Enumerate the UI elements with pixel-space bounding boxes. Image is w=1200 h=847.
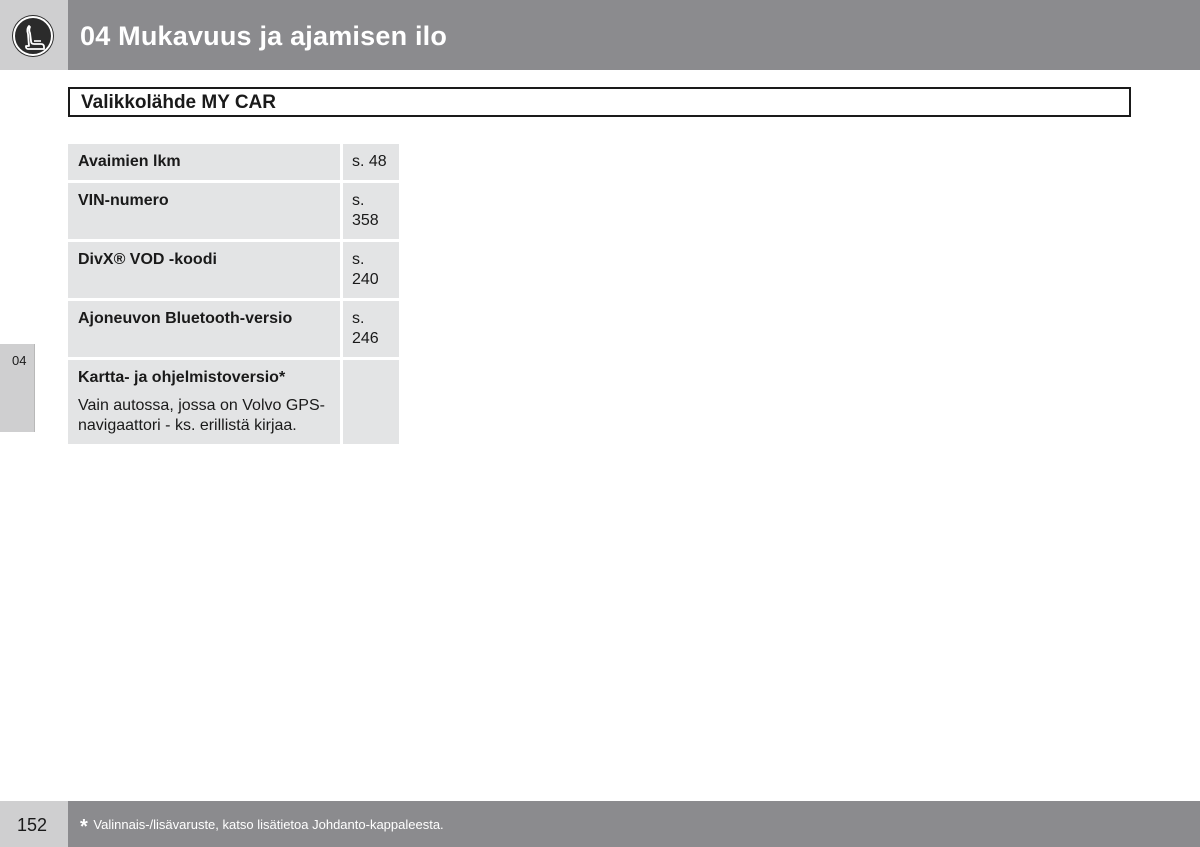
table-cell-label xyxy=(68,144,340,180)
section-heading-box xyxy=(68,87,1131,117)
table-row xyxy=(68,144,399,180)
page-number: 152 xyxy=(17,815,48,835)
page-reference: s. 48 xyxy=(343,144,399,180)
row-label: DivX® VOD -koodi xyxy=(78,251,217,268)
table-cell-label xyxy=(68,242,340,298)
row-note: Vain autossa, jossa on Volvo GPS-navigaattori - ks. erillistä kirjaa. xyxy=(78,397,325,434)
seat-icon xyxy=(13,16,53,56)
table-cell-label xyxy=(68,301,340,357)
row-label: VIN-numero xyxy=(78,192,169,209)
side-tab-label: 04 xyxy=(12,353,27,368)
table-row xyxy=(68,301,399,357)
table-row xyxy=(68,360,399,444)
header-icon-area xyxy=(0,0,68,70)
page-reference: s. 246 xyxy=(343,301,399,357)
table-row xyxy=(68,242,399,298)
table-cell-label xyxy=(68,360,340,444)
row-label: Ajoneuvon Bluetooth-versio xyxy=(78,310,293,327)
footnote-marker: * xyxy=(80,816,88,838)
footnote-text: Valinnais-/lisävaruste, katso lisätietoa Johdanto-kappaleesta. xyxy=(93,817,444,832)
info-table xyxy=(68,144,399,447)
footer-page-area xyxy=(0,801,68,847)
page-reference: s. 358 xyxy=(343,183,399,239)
page-reference: s. 240 xyxy=(343,242,399,298)
chapter-side-tab xyxy=(0,344,35,432)
header-bar xyxy=(68,0,1200,70)
table-row xyxy=(68,183,399,239)
section-title: Valikkolähde MY CAR xyxy=(81,92,276,113)
footer-bar xyxy=(68,801,1200,847)
table-cell-label xyxy=(68,183,340,239)
chapter-title: 04 Mukavuus ja ajamisen ilo xyxy=(80,21,448,51)
row-label: Avaimien lkm xyxy=(78,153,181,170)
footnote xyxy=(80,816,444,839)
page-reference xyxy=(343,360,399,444)
row-label: Kartta- ja ohjelmistoversio* xyxy=(78,369,286,386)
